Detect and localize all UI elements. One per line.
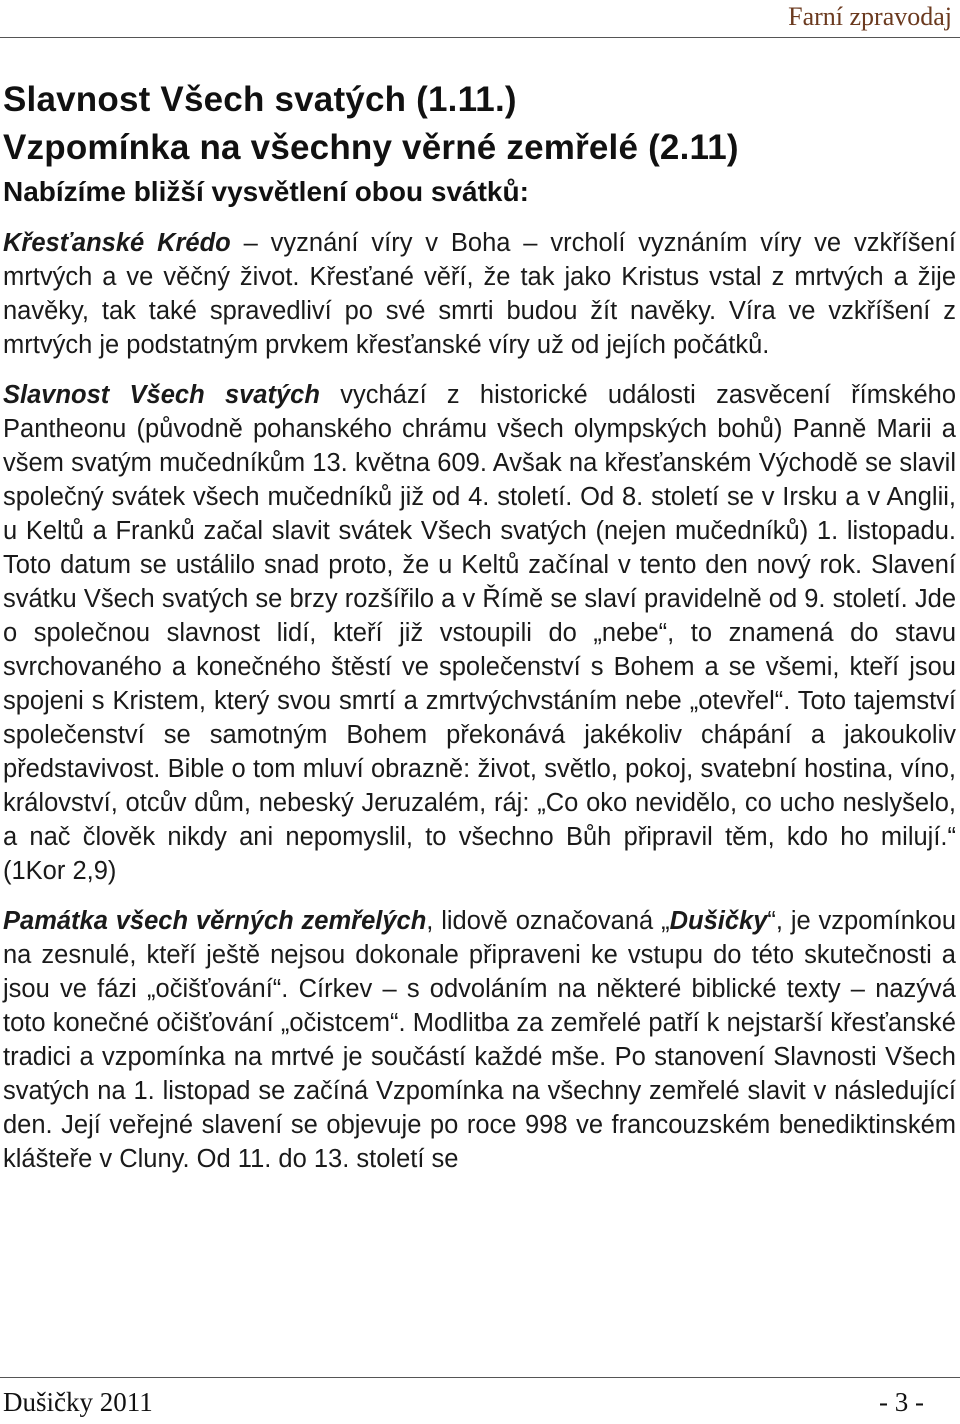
footer-rule <box>0 1377 960 1378</box>
heading-all-souls: Vzpomínka na všechny věrné zemřelé (2.11) <box>3 128 739 167</box>
paragraph-creed <box>3 226 956 362</box>
paragraph-all-souls <box>3 904 956 1176</box>
paragraph-all-souls-lead: Památka všech věrných zemřelých <box>3 907 427 935</box>
footer-issue: Dušičky 2011 <box>3 1387 153 1417</box>
page-number: - 3 - <box>879 1387 924 1417</box>
paragraph-all-saints-lead: Slavnost Všech svatých <box>3 381 320 409</box>
heading-intro: Nabízíme bližší vysvětlení obou svátků: <box>3 176 529 207</box>
heading-all-saints: Slavnost Všech svatých (1.11.) <box>3 80 517 119</box>
paragraph-creed-lead: Křesťanské Krédo <box>3 229 231 257</box>
newsletter-title: Farní zpravodaj <box>788 2 952 31</box>
paragraph-creed-text: – vyznání víry v Boha – vrcholí vyznáním víry ve vzkříšení mrtvých a ve věčný život. Křesťané věří, že tak jako Kristus vstal z mrtvých a žije navěky, tak také spravedliví po své smrti budou žít navěky. Víra ve vzkříšení z mrtvých je podstatným prvkem křesťanské víry už od jejích počátků. <box>3 229 956 359</box>
paragraph-all-souls-lead2: Dušičky <box>669 907 768 935</box>
paragraph-all-souls-mid: , lidově označovaná „ <box>426 907 670 935</box>
paragraph-all-souls-text: “, je vzpomínkou na zesnulé, kteří ještě nejsou dokonale připraveni ke vstupu do této skutečnosti a jsou ve fázi „očišťování“. Církev – s odvoláním na některé biblické texty – nazývá toto konečné očišťování „očistcem“. Modlitba za zemřelé patří k nejstarší křesťanské tradici a vzpomínka na mrtvé je součástí každé mše. Po stanovení Slavnosti Všech svatých na 1. listopad se začíná Vzpomínka na všechny zemřelé slavit v následující den. Její veřejné slavení se objevuje po roce 998 ve francouzském benediktinském klášteře v Cluny. Od 11. do 13. století se <box>3 907 956 1173</box>
paragraph-all-saints-text: vychází z historické události zasvěcení římského Pantheonu (původně pohanského chrámu všech olympských bohů) Panně Marii a všem svatým mučedníkům 13. května 609. Avšak na křesťanském Východě se slavil společný svátek všech mučedníků již od 4. století. Od 8. století se v Irsku a v Anglii, u Keltů a Franků začal slavit svátek Všech svatých (nejen mučedníků) 1. listopadu. Toto datum se ustálilo snad proto, že u Keltů začínal v tento den nový rok. Slavení svátku Všech svatých se brzy rozšířilo a v Římě se slaví pravidelně od 9. století. Jde o společnou slavnost lidí, kteří již vstoupili do „nebe“, to znamená do stavu svrchovaného a konečného štěstí ve společenství s Bohem a se všemi, kteří jsou spojeni s Kristem, který svou smrtí a zmrtvýchvstáním nebe „otevřel“. Toto tajemství společenství se samotným Bohem překonává jakékoliv chápání a jakoukoliv představivost. Bible o tom mluví obrazně: život, světlo, pokoj, svatební hostina, víno, království, otcův dům, nebeský Jeruzalém, ráj: „Co oko nevidělo, co ucho neslyšelo, a nač člověk nikdy ani nepomyslil, to všechno Bůh připravil těm, kdo ho milují.“ (1Kor 2,9) <box>3 381 957 885</box>
header-rule <box>0 37 960 38</box>
paragraph-all-saints <box>3 378 956 888</box>
article <box>3 76 956 1192</box>
